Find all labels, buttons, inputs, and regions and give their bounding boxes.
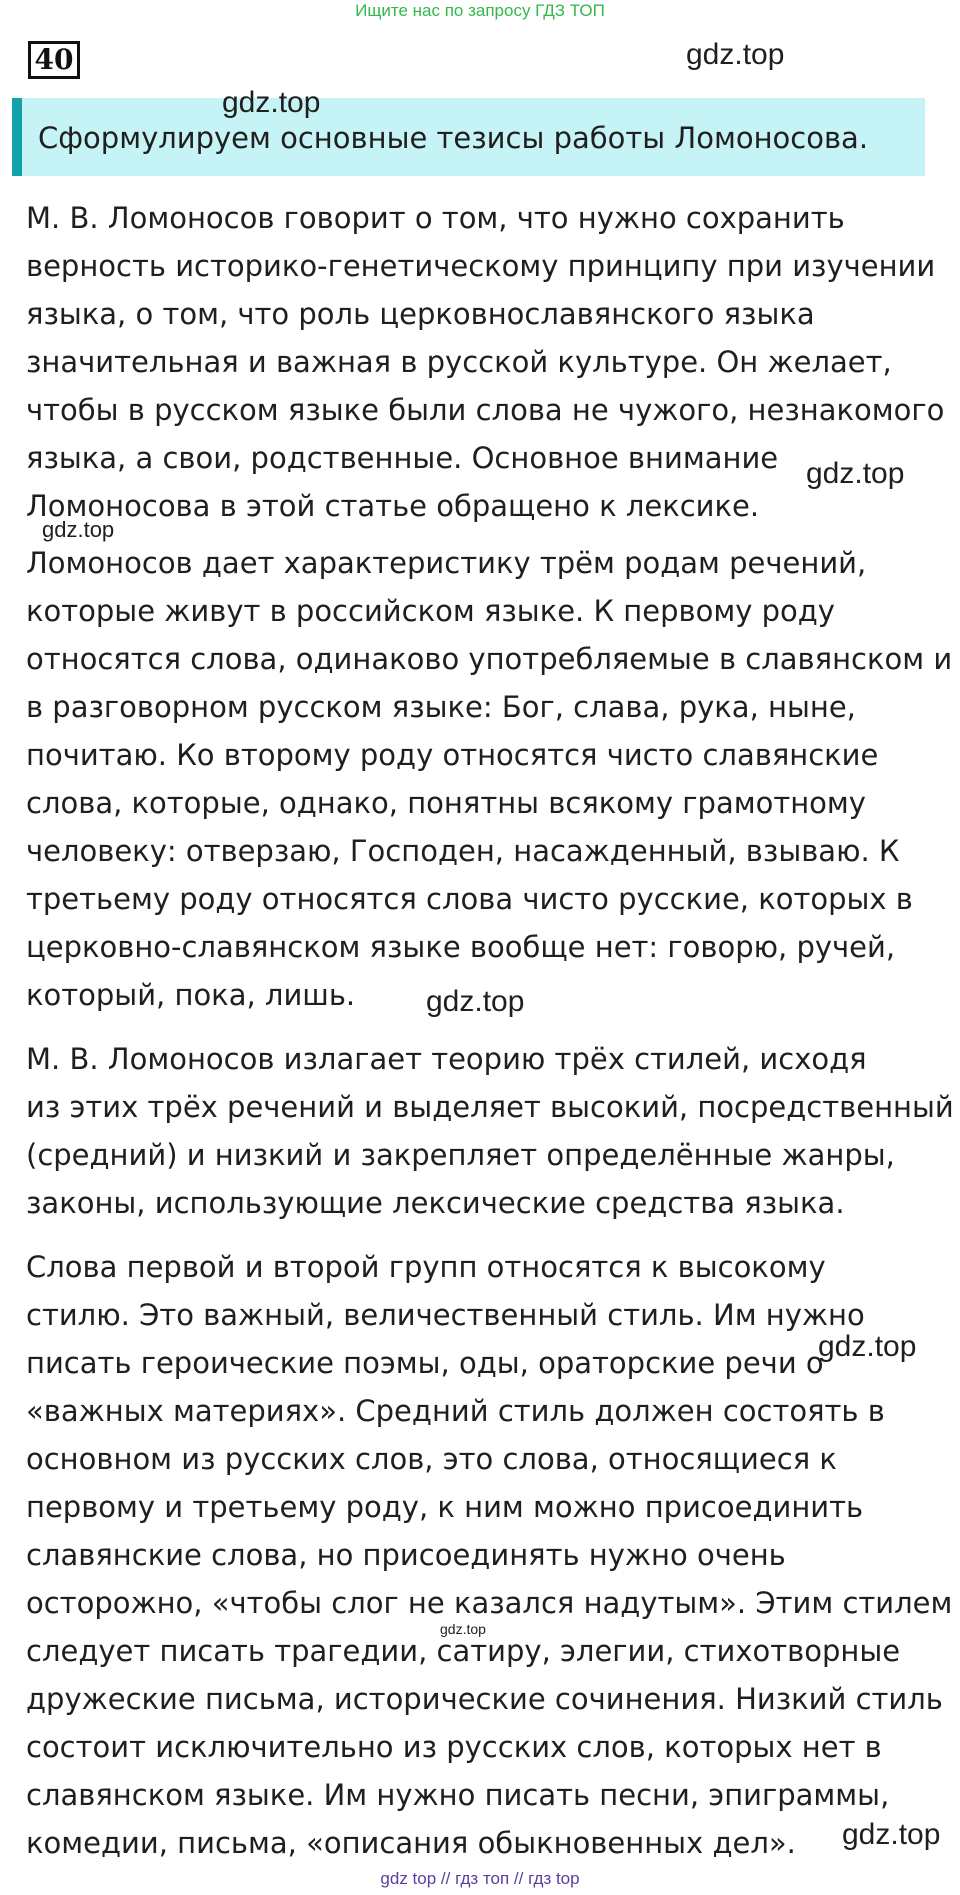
watermark: gdz.top: [426, 985, 525, 1018]
footer-links[interactable]: gdz top // гдз топ // гдз top: [380, 1869, 580, 1888]
paragraph-2: Ломоносов дает характеристику трём родам речений, которые живут в российском языке. К первому роду относятся слова, одинаково употребляемые в славянском и в разговорном русском языке: Бог, слава, рука, ныне, почитаю. Ко второму роду относятся чисто славянские слова, которые, однако, понятны всякому грамотному человеку: отверзаю, Господен, насажденный, взываю. К третьему роду относятся слова чисто русские, которых в церковно-славянском языке вообще нет: говорю, ручей, который, пока, лишь.: [26, 546, 953, 1012]
watermark: gdz.top: [842, 1818, 941, 1851]
watermark: gdz.top: [440, 1621, 486, 1637]
watermark: gdz.top: [806, 457, 905, 490]
watermark: gdz.top: [686, 38, 785, 71]
top-banner[interactable]: Ищите нас по запросу ГДЗ ТОП: [355, 1, 605, 20]
watermark: gdz.top: [42, 517, 115, 542]
heading-title: Сформулируем основные тезисы работы Ломоносова.: [38, 121, 869, 155]
watermark: gdz.top: [222, 86, 321, 119]
watermark: gdz.top: [818, 1330, 917, 1363]
paragraph-3: М. В. Ломоносов излагает теорию трёх стилей, исходя из этих трёх речений и выделяет высокий, посредственный (средний) и низкий и закрепляет определённые жанры, законы, использующие лексические средства языка.: [26, 1042, 954, 1220]
heading-box: [12, 98, 925, 176]
task-number-badge: 40: [28, 41, 80, 79]
paragraph-4: Слова первой и второй групп относятся к высокому стилю. Это важный, величественный стиль. Им нужно писать героические поэмы, оды, ораторские речи о «важных материях». Средний стиль должен состоять в основном из русских слов, это слова, относящиеся к первому и третьему роду, к ним можно присоединить славянские слова, но присоединять нужно очень осторожно, «чтобы слог не казался надутым». Этим стилем следует писать трагедии, сатиру, элегии, стихотворные дружеские письма, исторические сочинения. Низкий стиль состоит исключительно из русских слов, которых нет в славянском языке. Им нужно писать песни, эпиграммы, комедии, письма, «описания обыкновенных дел».: [26, 1250, 953, 1860]
paragraph-1: М. В. Ломоносов говорит о том, что нужно сохранить верность историко-генетическому принципу при изучении языка, о том, что роль церковнославянского языка значительная и важная в русской культуре. Он желает, чтобы в русском языке были слова не чужого, незнакомого языка, а свои, родственные. Основное внимание Ломоносова в этой статье обращено к лексике.: [26, 201, 945, 523]
